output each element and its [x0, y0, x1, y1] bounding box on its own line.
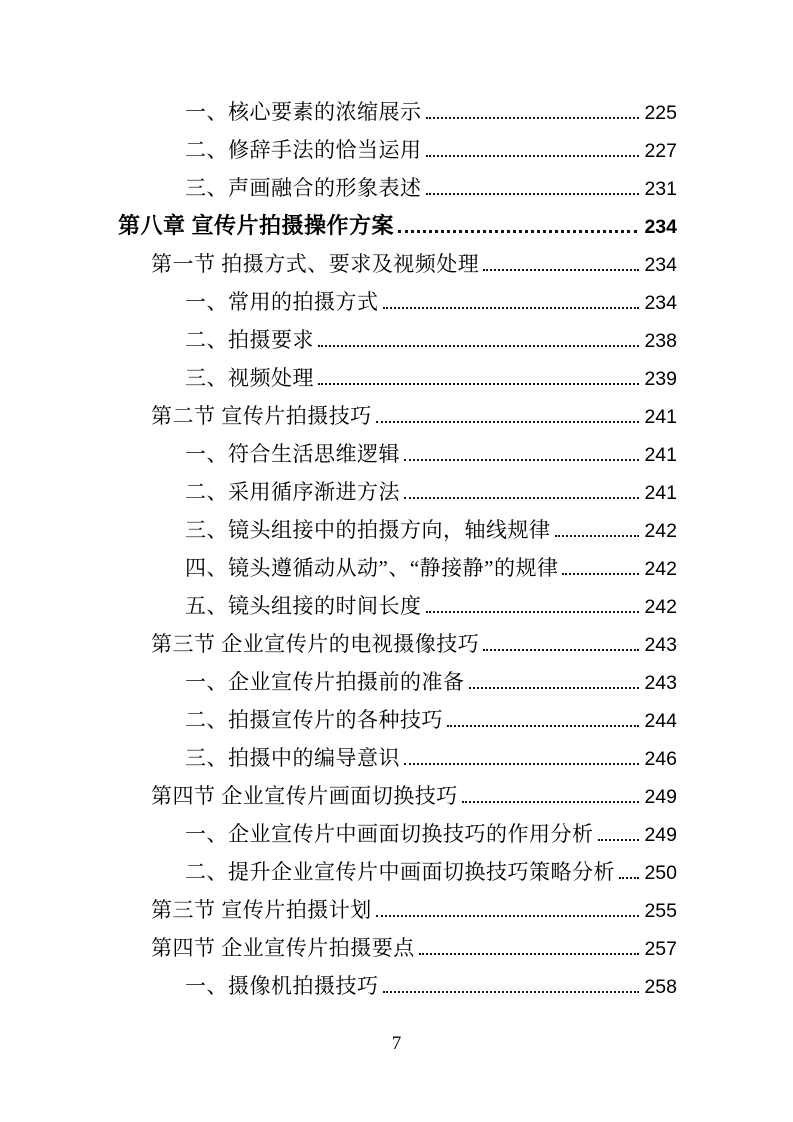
toc-entry-page-number: 234	[644, 216, 677, 238]
dot-leader	[555, 535, 640, 537]
dot-leader	[398, 230, 637, 233]
toc-entry-title: 二、采用循序渐进方法	[185, 480, 400, 504]
toc-entry-page-number: 255	[644, 900, 677, 922]
dot-leader	[383, 991, 640, 993]
toc-entry-title: 一、符合生活思维逻辑	[185, 442, 400, 466]
toc-entry-title: 三、视频处理	[185, 366, 314, 390]
dot-leader	[404, 763, 639, 765]
toc-entry-title: 一、企业宣传片拍摄前的准备	[185, 670, 465, 694]
toc-entry[interactable]	[118, 511, 677, 549]
toc-entry-title: 第四节 企业宣传片拍摄要点	[151, 936, 415, 960]
toc-entry-title: 四、镜头遵循动从动”、“静接静”的规律	[185, 556, 559, 580]
toc-entry[interactable]	[118, 663, 677, 701]
dot-leader	[426, 611, 640, 613]
toc-entry-page-number: 242	[644, 558, 677, 580]
dot-leader	[383, 307, 640, 309]
toc-entry[interactable]	[118, 207, 677, 245]
toc-entry-page-number: 239	[644, 368, 677, 390]
toc-entry-title: 二、提升企业宣传片中画面切换技巧策略分析	[185, 860, 615, 884]
toc-entry-page-number: 241	[644, 444, 677, 466]
toc-entry[interactable]	[118, 283, 677, 321]
dot-leader	[426, 193, 640, 195]
toc-entry-page-number: 238	[644, 330, 677, 352]
dot-leader	[462, 801, 640, 803]
toc-entry-title: 第二节 宣传片拍摄技巧	[151, 404, 372, 428]
toc-entry[interactable]	[118, 93, 677, 131]
toc-entry-title: 第八章 宣传片拍摄操作方案	[118, 213, 395, 238]
toc-entry-title: 第四节 企业宣传片画面切换技巧	[151, 784, 458, 808]
toc-entry-title: 一、企业宣传片中画面切换技巧的作用分析	[185, 822, 594, 846]
toc-entry-page-number: 257	[644, 938, 677, 960]
dot-leader	[376, 915, 640, 917]
toc-entry-page-number: 227	[644, 140, 677, 162]
toc-entry-page-number: 244	[644, 710, 677, 732]
toc-entry-page-number: 243	[644, 672, 677, 694]
toc-entry-title: 三、拍摄中的编导意识	[185, 746, 400, 770]
toc-entry-page-number: 241	[644, 406, 677, 428]
dot-leader	[419, 953, 640, 955]
toc-entry-page-number: 249	[644, 824, 677, 846]
toc-entry-title: 二、拍摄宣传片的各种技巧	[185, 708, 443, 732]
dot-leader	[469, 687, 640, 689]
toc-entry[interactable]	[118, 929, 677, 967]
dot-leader	[598, 839, 640, 841]
dot-leader	[376, 421, 640, 423]
toc-entry-title: 一、核心要素的浓缩展示	[185, 100, 422, 124]
toc-entry-title: 二、修辞手法的恰当运用	[185, 138, 422, 162]
toc-entry[interactable]	[118, 891, 677, 929]
dot-leader	[318, 383, 639, 385]
dot-leader	[426, 155, 640, 157]
toc-entry-page-number: 243	[644, 634, 677, 656]
toc-entry[interactable]	[118, 625, 677, 663]
page-footer	[0, 1032, 793, 1056]
toc-entry[interactable]	[118, 701, 677, 739]
toc-entry-title: 一、摄像机拍摄技巧	[185, 974, 379, 998]
toc-entry[interactable]	[118, 169, 677, 207]
toc-entry-page-number: 241	[644, 482, 677, 504]
toc-entry[interactable]	[118, 587, 677, 625]
toc-entry[interactable]	[118, 131, 677, 169]
dot-leader	[562, 573, 639, 575]
toc-entry-title: 三、声画融合的形象表述	[185, 176, 422, 200]
toc-entry[interactable]	[118, 777, 677, 815]
toc-entry[interactable]	[118, 435, 677, 473]
dot-leader	[318, 345, 639, 347]
toc-entry[interactable]	[118, 473, 677, 511]
page-number: 7	[391, 1033, 402, 1054]
toc-entry-page-number: 242	[644, 596, 677, 618]
toc-entry-page-number: 234	[644, 254, 677, 276]
toc-entry-title: 二、拍摄要求	[185, 328, 314, 352]
dot-leader	[447, 725, 639, 727]
dot-leader	[404, 459, 639, 461]
toc-entry-page-number: 242	[644, 520, 677, 542]
dot-leader	[404, 497, 639, 499]
toc-entry-title: 一、常用的拍摄方式	[185, 290, 379, 314]
toc-entry[interactable]	[118, 245, 677, 283]
toc-entry[interactable]	[118, 549, 677, 587]
toc-entry-page-number: 231	[644, 178, 677, 200]
toc-entry-page-number: 234	[644, 292, 677, 314]
toc-entry-page-number: 249	[644, 786, 677, 808]
toc-entry[interactable]	[118, 321, 677, 359]
toc-entry[interactable]	[118, 967, 677, 1005]
toc-entry[interactable]	[118, 815, 677, 853]
dot-leader	[426, 117, 640, 119]
toc-entry-page-number: 246	[644, 748, 677, 770]
toc-entry-title: 第三节 宣传片拍摄计划	[151, 898, 372, 922]
toc-entry[interactable]	[118, 853, 677, 891]
table-of-contents	[118, 93, 677, 1005]
toc-entry-title: 第三节 企业宣传片的电视摄像技巧	[151, 632, 480, 656]
toc-entry-page-number: 250	[644, 862, 677, 884]
dot-leader	[483, 269, 639, 271]
dot-leader	[619, 877, 639, 879]
toc-entry-title: 三、镜头组接中的拍摄方向，轴线规律	[185, 518, 551, 542]
toc-entry-page-number: 258	[644, 976, 677, 998]
toc-entry-page-number: 225	[644, 102, 677, 124]
toc-entry[interactable]	[118, 359, 677, 397]
toc-entry-title: 五、镜头组接的时间长度	[185, 594, 422, 618]
toc-entry[interactable]	[118, 397, 677, 435]
toc-entry[interactable]	[118, 739, 677, 777]
toc-entry-title: 第一节 拍摄方式、要求及视频处理	[151, 252, 480, 276]
dot-leader	[483, 649, 639, 651]
